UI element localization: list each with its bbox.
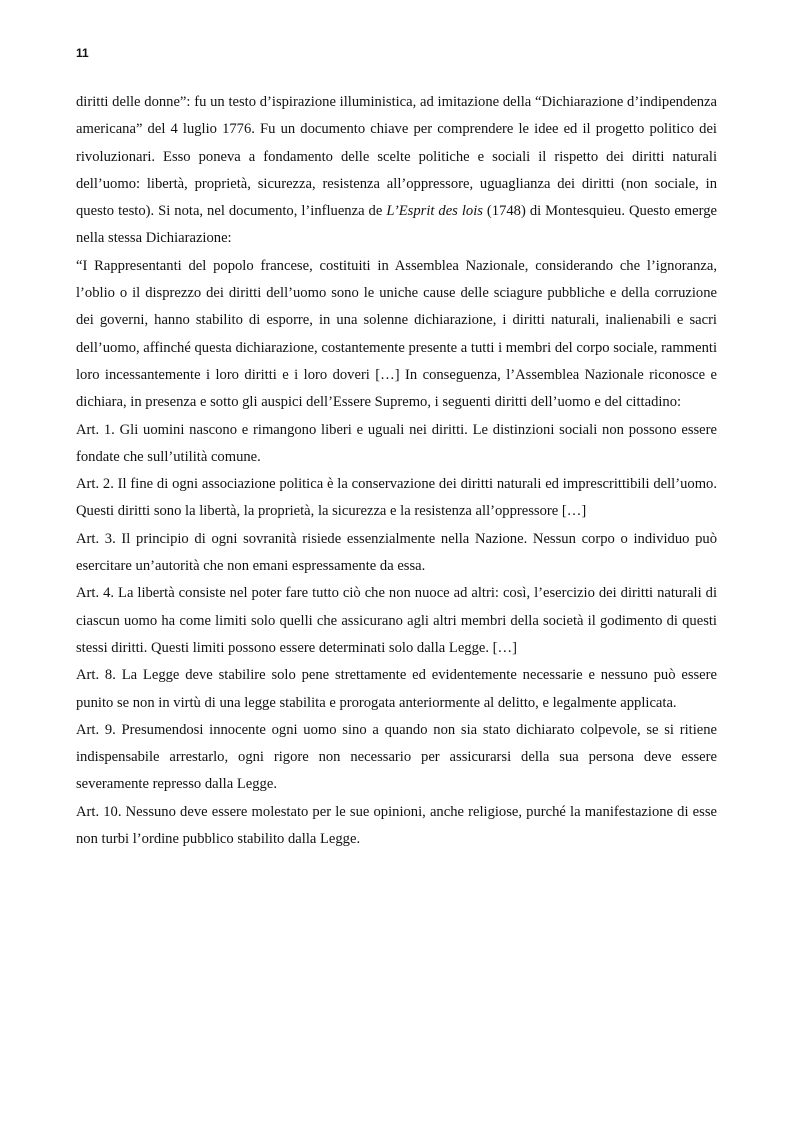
intro-text-end: (1748) di Montesquieu. Questo emerge nella stessa Dichiarazione: — [76, 203, 717, 247]
article-4: Art. 4. La libertà consiste nel poter fare tutto ciò che non nuoce ad altri: così, l’esercizio dei diritti naturali di ciascun uomo ha come limiti solo quelli che assicurano agli altri membri della società il godimento di questi stessi diritti. Questi limiti possono essere determinati solo dalla Legge. […] — [76, 585, 717, 656]
article-2: Art. 2. Il fine di ogni associazione politica è la conservazione dei diritti naturali ed imprescrittibili dell’uomo. Questi diritti sono la libertà, la proprietà, la sicurezza e la resistenza all’oppressore […] — [76, 476, 717, 520]
book-title: L’Esprit des lois — [386, 203, 483, 220]
article-8: Art. 8. La Legge deve stabilire solo pene strettamente ed evidentemente necessarie e nessuno può essere punito se non in virtù di una legge stabilita e prorogata anteriormente al delitto, e legalmente applicata. — [76, 667, 717, 711]
intro-paragraph — [76, 89, 717, 253]
body-text — [76, 89, 717, 853]
page-number: 11 — [76, 46, 89, 60]
article-3: Art. 3. Il principio di ogni sovranità risiede essenzialmente nella Nazione. Nessun corpo o individuo può esercitare un’autorità che non emani espressamente da essa. — [76, 530, 717, 575]
declaration-preamble: “I Rappresentanti del popolo francese, costituiti in Assemblea Nazionale, considerando che l’ignoranza, l’oblio o il disprezzo dei diritti dell’uomo sono le uniche cause delle sciagure pubbliche e della corruzione dei governi, hanno stabilito di esporre, in una solenne dichiarazione, i diritti naturali, inalienabili e sacri dell’uomo, affinché questa dichiarazione, costantemente presente a tutti i membri del corpo sociale, rammenti loro incessantemente i loro diritti e i loro doveri […] In conseguenza, l’Assemblea Nazionale riconosce e dichiara, in presenza e sotto gli auspici dell’Essere Supremo, i seguenti diritti dell’uomo e del cittadino: — [76, 257, 717, 411]
intro-text-start: diritti delle donne”: fu un testo d’ispirazione illuministica, ad imitazione della “Dichiarazione d’indipendenza americana” del 4 luglio 1776. Fu un documento chiave per comprendere le idee ed il progetto politico dei rivoluzionari. Esso poneva a fondamento delle scelte politiche e sociali il rispetto dei diritti naturali dell’uomo: libertà, proprietà, sicurezza, resistenza all’oppressore, uguaglianza dei diritti (non sociale, in questo testo). Si nota, nel documento, l’influenza de — [76, 94, 717, 220]
article-1: Art. 1. Gli uomini nascono e rimangono liberi e uguali nei diritti. Le distinzioni sociali non possono essere fondate che sull’utilità comune. — [76, 421, 717, 465]
article-10: Art. 10. Nessuno deve essere molestato per le sue opinioni, anche religiose, purché la manifestazione di esse non turbi l’ordine pubblico stabilito dalla Legge. — [76, 803, 717, 848]
article-9: Art. 9. Presumendosi innocente ogni uomo sino a quando non sia stato dichiarato colpevole, se si ritiene indispensabile arrestarlo, ogni rigore non necessario per assicurarsi della sua persona deve essere severamente represso dalla Legge. — [76, 721, 717, 793]
